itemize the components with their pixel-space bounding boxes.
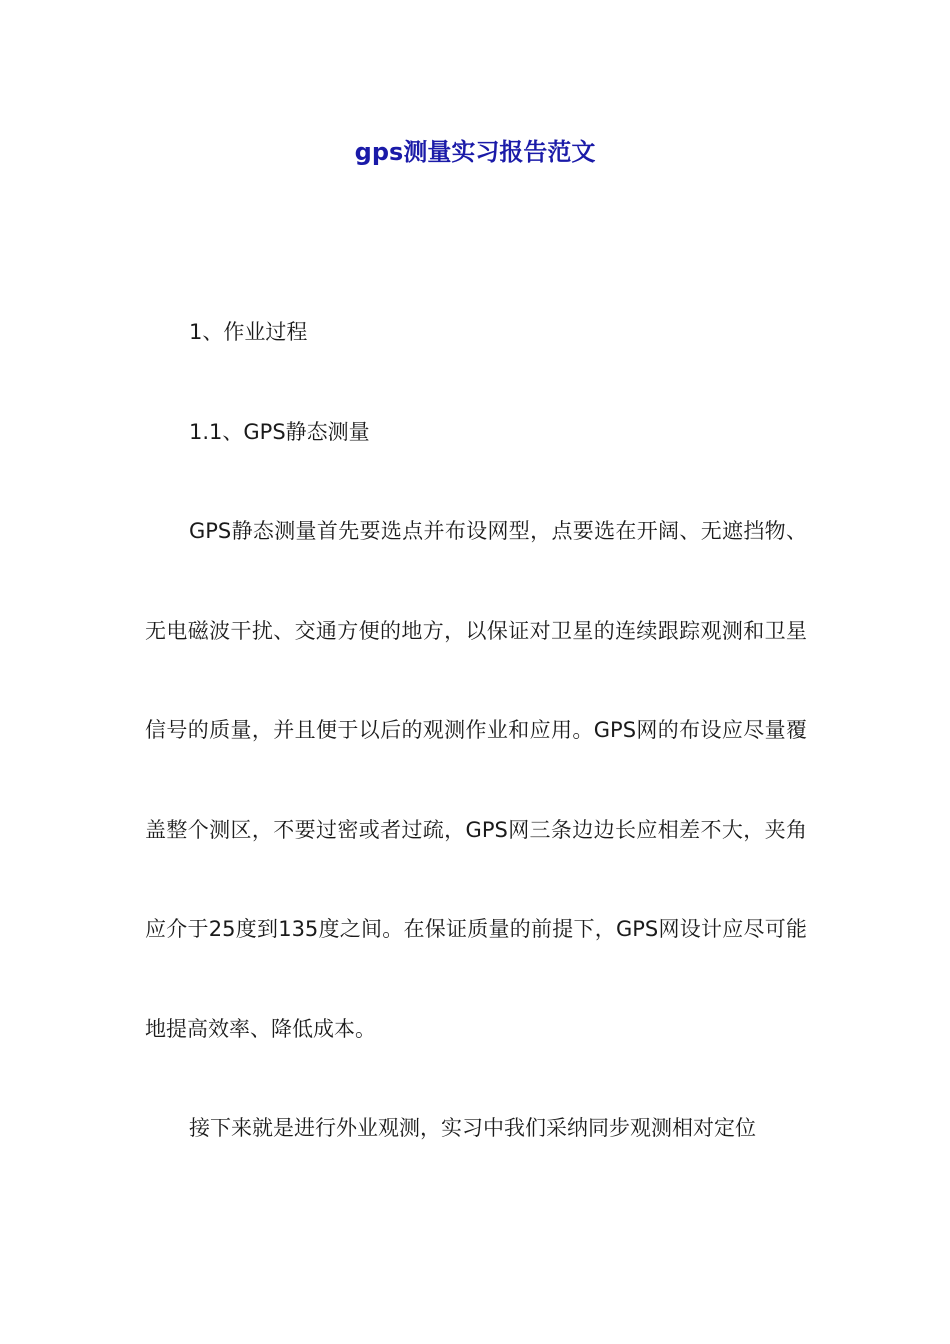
subsection-heading: 1.1、GPS静态测量: [189, 419, 370, 444]
document-title: gps测量实习报告范文: [354, 138, 596, 166]
body-paragraph: 接下来就是进行外业观测，实习中我们采纳同步观测相对定位: [189, 1116, 756, 1140]
document-body: [145, 283, 807, 1179]
section-heading: 1、作业过程: [189, 320, 308, 344]
body-paragraph: GPS静态测量首先要选点并布设网型，点要选在开阔、无遮挡物、无电磁波干扰、交通方便的地方，以保证对卫星的连续跟踪观测和卫星信号的质量，并且便于以后的观测作业和应用。GPS网的布设应尽量覆盖整个测区，不要过密或者过疏，GPS网三条边边长应相差不大，夹角应介于25度到135度之间。在保证质量的前提下，GPS网设计应尽可能地提高效率、降低成本。: [145, 519, 807, 1041]
